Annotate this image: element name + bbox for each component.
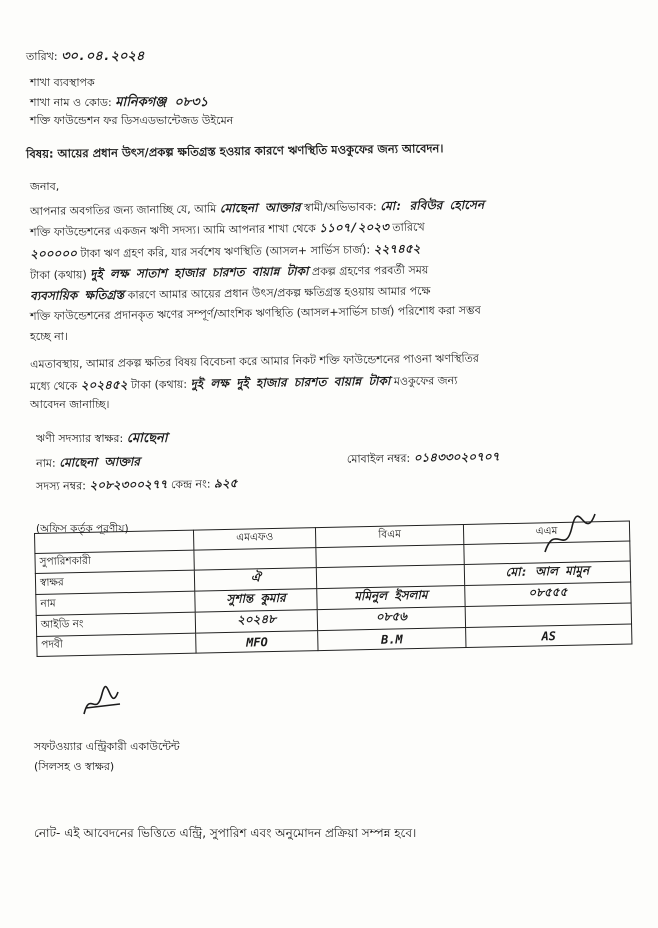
body-text: তারিখে xyxy=(392,220,425,234)
seal-label: (সিলসহ ও স্বাক্ষর) xyxy=(34,760,115,773)
column-header: এমএফও xyxy=(193,528,316,551)
body-line-3 xyxy=(30,242,421,262)
body-text: টাকা ঋণ গ্রহণ করি, যার সর্বশেষ ঋণস্থিতি (আসল+ সার্ভিস চার্জ): xyxy=(80,243,371,261)
table-cell: AS xyxy=(465,624,631,647)
waiver-amount-handwritten: ২০২৪৫২ xyxy=(80,377,128,393)
table-cell: B.M xyxy=(318,627,466,650)
body-text: মওকুফের জন্য xyxy=(393,374,458,388)
subject-line: বিষয়: আয়ের প্রধান উৎস/প্রকল্প ক্ষতিগ্রস্ত হওয়ার কারণে ঋণস্থিতি মওকুফের জন্য আবেদন। xyxy=(26,141,444,161)
body-line-7: হচ্ছে না। xyxy=(30,330,68,343)
table-cell: মমিনুল ইসলাম xyxy=(317,585,465,609)
member-signature: মোছেনা xyxy=(126,431,168,446)
member-name-value: মোছেনা আক্তার xyxy=(59,454,140,470)
table-cell: ০৮৫৫৫ xyxy=(465,582,631,606)
am-signature-scribble xyxy=(540,512,600,562)
balance-handwritten: ২২৭৪৫২ xyxy=(373,241,421,257)
body-para2-line-2 xyxy=(30,373,457,394)
branch-manager: শাখা ব্যবস্থাপক xyxy=(30,76,95,89)
guardian-name-handwritten: মো: রবিউর হোসেন xyxy=(380,197,485,214)
body-para2-line-1: এমতাবস্থায়, আমার প্রকল্প ক্ষতির বিষয় বিবেচনা করে আমার নিকট শক্তি ফাউন্ডেশনের পাওনা ঋণস্থিতির xyxy=(30,351,479,371)
loan-amount-handwritten: ২০০০০০ xyxy=(30,246,78,261)
date-value: ৩০.০৪.২০২৪ xyxy=(61,49,145,64)
member-name-line xyxy=(36,450,500,471)
body-text: আপনার অবগতির জন্য জানাচ্ছি যে, আমি xyxy=(30,202,217,218)
date-label: তারিখ: xyxy=(26,50,58,63)
row-label: আইডি নং xyxy=(36,612,195,636)
column-header: বিএম xyxy=(316,525,464,548)
body-text: টাকা (কথায়) xyxy=(30,268,87,282)
table-cell: MFO xyxy=(196,631,319,654)
member-name-label: নাম: xyxy=(36,456,56,470)
column-header: এএম xyxy=(463,521,629,544)
table-cell: ০৮৫৬ xyxy=(317,606,465,630)
body-line-6: শক্তি ফাউন্ডেশনের প্রদানকৃত ঋণের সম্পূর্ণ/আংশিক ঋণস্থিতি (আসল+সার্ভিস চার্জ) পরিশোধ করা সম্ভব xyxy=(30,303,481,323)
member-signature-label: ঋণী সদস্যার স্বাক্ষর: xyxy=(36,432,124,445)
mobile-value: ০১৪৩৩০২০৭০৭ xyxy=(413,449,500,465)
office-use-caption: (অফিস কর্তৃক পূরণীয়) xyxy=(36,523,129,535)
accountant-signature-scribble xyxy=(80,684,126,724)
footer-note: নোট- এই আবেদনের ভিত্তিতে এন্ট্রি, সুপারিশ এবং অনুমোদন প্রক্রিয়া সম্পন্ন হবে। xyxy=(34,826,417,840)
body-line-1 xyxy=(30,198,484,219)
body-line-4 xyxy=(30,262,428,283)
member-number-label: সদস্য নম্বর: xyxy=(36,479,87,493)
center-value: ৯২৫ xyxy=(213,476,238,491)
table-cell: সুশান্ত কুমার xyxy=(195,589,318,613)
body-text: শক্তি ফাউন্ডেশনের একজন ঋণী সদস্য। আমি আপনার শাখা থেকে xyxy=(30,222,316,239)
foundation-name: শক্তি ফাউন্ডেশন ফর ডিসএডভান্টেজড উইমেন xyxy=(30,114,234,127)
row-label: সুপারিশকারী xyxy=(35,550,194,573)
branch-name-line xyxy=(30,96,208,110)
branch-name-label: শাখা নাম ও কোড: xyxy=(30,96,112,109)
reason-handwritten: ব্যবসায়িক ক্ষতিগ্রস্ত xyxy=(30,287,125,303)
body-text: কারণে আমার আয়ের প্রধান উৎস/প্রকল্প ক্ষতিগ্রস্ত হওয়ায় আমার পক্ষে xyxy=(127,284,431,302)
body-text: মধ্যে থেকে xyxy=(30,379,78,393)
body-line-5 xyxy=(30,283,431,304)
balance-words-handwritten: দুই লক্ষ সাতাশ হাজার চারশত বায়ান্ন টাকা xyxy=(90,264,309,282)
table-cell: ঐ xyxy=(194,568,317,592)
branch-name-value: মানিকগঞ্জ ০৮৩১ xyxy=(115,95,209,110)
center-label: কেন্দ্র নং: xyxy=(170,477,211,492)
row-label: স্বাক্ষর xyxy=(35,570,194,594)
salutation: জনাব, xyxy=(30,180,60,193)
mobile-label: মোবাইল নম্বর: xyxy=(346,451,411,466)
table-cell: ২০২৪৮ xyxy=(195,610,318,634)
applicant-name-handwritten: মোছেনা আক্তার xyxy=(219,200,301,216)
body-text: স্বামী/অভিভাবক: xyxy=(303,200,377,215)
body-para2-line-3: আবেদন জানাচ্ছি। xyxy=(30,398,110,411)
member-number-value: ২০৮২৩০০২৭৭ xyxy=(89,477,168,493)
date-line xyxy=(26,50,144,64)
table-cell: মো: আল মামুন xyxy=(464,561,630,585)
waiver-words-handwritten: দুই লক্ষ দুই হাজার চারশত বায়ান্ন টাকা xyxy=(190,373,391,391)
row-label: নাম xyxy=(36,591,195,615)
member-signature-line xyxy=(36,432,168,446)
table-cell xyxy=(194,548,317,571)
body-text: প্রকল্প গ্রহণের পরবর্তী সময় xyxy=(311,263,429,279)
body-text: টাকা (কথায়: xyxy=(130,377,188,392)
body-line-2 xyxy=(30,219,425,240)
loan-date-handwritten: ১১০৭/২০২৩ xyxy=(319,219,389,235)
member-number-line xyxy=(36,476,237,494)
accountant-label: সফটওয়্যার এন্ট্রিকারী একাউন্টেন্ট xyxy=(34,740,180,753)
row-label: পদবী xyxy=(37,633,196,656)
